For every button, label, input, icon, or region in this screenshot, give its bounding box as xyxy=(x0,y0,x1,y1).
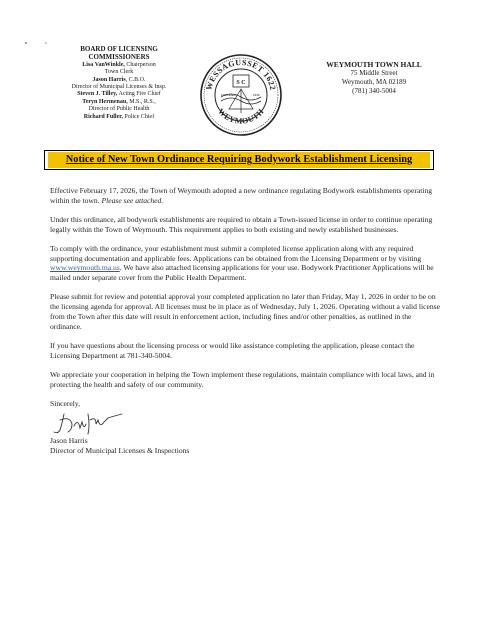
paragraph-compliance: To comply with the ordinance, your establishment must submit a completed license application along with any required supporting documentation and applicable fees. Applications can be obtained from the Licensing Department or by visiting www.weymouth.ma.us. We have also attached licensing applications for your use. Bodywork Practitioner Applications will be mailed under separate cover from the Public Health Department. xyxy=(50,243,434,283)
town-hall-phone: (781) 340-5004 xyxy=(352,87,396,95)
board-member-line: Steven J. Tilley, Acting Fire Chief xyxy=(77,91,161,98)
board-member-line: Lisa VanWinkle, Chairperson xyxy=(82,61,156,68)
board-member-line: Town Clerk xyxy=(104,69,134,76)
paragraph-requirement: Under this ordinance, all bodywork establishments are required to obtain a Town-issued license in order to continue operating legally within the Town of Weymouth. This requirement applies to both existing and newly established businesses. xyxy=(50,214,433,234)
svg-text:S C: S C xyxy=(236,80,246,86)
paragraph-appreciation: We appreciate your cooperation in helping the Town implement these regulations, maintain compliance with local laws, and in protecting the health and safety of our community. xyxy=(50,369,435,389)
board-of-licensing-block xyxy=(44,45,194,121)
paragraph-contact: If you have questions about the licensing process or would like assistance completing the application, please contact the Licensing Department at 781-340-5004. xyxy=(50,340,415,360)
town-hall-street: 75 Middle Street xyxy=(350,69,398,77)
svg-text:1635: 1635 xyxy=(253,93,260,97)
paragraph-effective-date: Effective February 17, 2026, the Town of Weymouth adopted a new ordinance regulating Bodywork establishments operating within the town. Please see attached. xyxy=(50,186,433,205)
svg-text:WEYMOUTH: WEYMOUTH xyxy=(216,106,266,126)
board-heading-line1: BOARD OF LICENSING xyxy=(80,45,158,53)
letter-body xyxy=(50,186,442,456)
board-member-line: Director of Municipal Licenses & Insp. xyxy=(71,84,167,91)
town-hall-city: Weymouth, MA 02189 xyxy=(341,78,407,86)
paragraph-deadline: Please submit for review and potential approval your completed application no later than Friday, May 1, 2026 in order to be on the licensing agenda for approval. All licenses must be in place as of Wednesday, July 1, 2026. Operating without a valid license from the Town after this date will result in enforcement action, including fines and/or other penalties, as outlined in the ordinance. xyxy=(50,292,440,331)
closing-text: Sincerely, xyxy=(50,398,81,408)
please-see-attached-text: Please see attached. xyxy=(101,195,164,205)
board-member-line: Teryn Hermenau, M.S., R.S., xyxy=(82,98,156,105)
signer-name: Jason Harris xyxy=(50,436,88,446)
town-website-link[interactable]: www.weymouth.ma.us xyxy=(50,263,120,273)
svg-text:WESSAGUSSET 1622: WESSAGUSSET 1622 xyxy=(204,57,278,92)
town-seal-logo xyxy=(199,53,283,137)
board-member-line: Richard Fuller, Police Chief xyxy=(83,113,155,120)
board-member-line: Jason Harris, C.B.O. xyxy=(92,76,146,83)
handwritten-signature xyxy=(50,410,128,436)
board-heading-line2: COMMISSIONERS xyxy=(88,53,150,62)
signer-title: Director of Municipal Licenses & Inspections xyxy=(50,446,190,456)
signature-block xyxy=(50,399,442,457)
town-hall-address-block xyxy=(313,60,435,96)
board-member-line: Director of Public Health xyxy=(88,106,150,113)
svg-text:FOUNDED: FOUNDED xyxy=(221,93,236,97)
notice-title: Notice of New Town Ordinance Requiring Bodywork Establishment Licensing xyxy=(65,154,413,165)
town-hall-heading: WEYMOUTH TOWN HALL xyxy=(326,60,422,69)
